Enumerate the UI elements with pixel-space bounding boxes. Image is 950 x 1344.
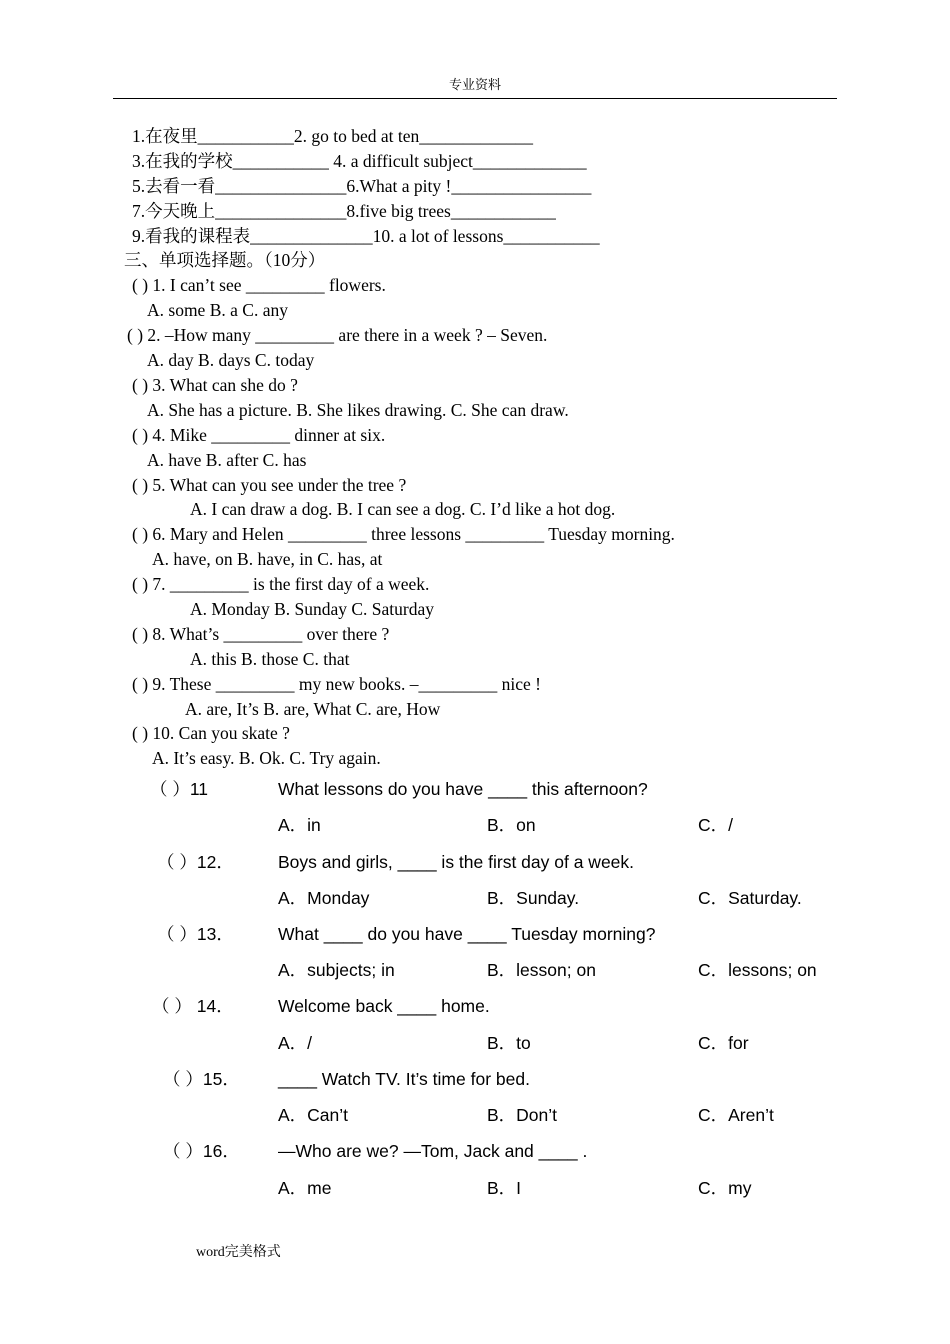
question-13-stem: What ____ do you have ____ Tuesday morning? — [278, 924, 656, 944]
phrase-line-4: 7.今天晚上_______________8.five big trees____________ — [132, 201, 556, 221]
question-11-option-b: B．on — [487, 815, 536, 835]
question-12-option-a: A．Monday — [278, 888, 370, 908]
question-10: ( ) 10. Can you skate ? — [132, 723, 290, 743]
question-13-option-b: B．lesson; on — [487, 960, 596, 980]
header-divider — [113, 98, 837, 99]
question-15-option-c: C．Aren’t — [698, 1105, 774, 1125]
question-14-option-b: B．to — [487, 1033, 531, 1053]
question-16-stem: —Who are we? —Tom, Jack and ____ . — [278, 1141, 588, 1161]
question-7-options: A. Monday B. Sunday C. Saturday — [190, 599, 435, 619]
question-8-options: A. this B. those C. that — [190, 649, 350, 669]
question-16-option-c: C．my — [698, 1178, 752, 1198]
question-5-options: A. I can draw a dog. B. I can see a dog. C. I’d like a hot dog. — [190, 499, 616, 519]
question-15-number: （ ）15． — [163, 1069, 240, 1089]
question-13-option-c: C．lessons; on — [698, 960, 817, 980]
question-15-option-a: A．Can’t — [278, 1105, 349, 1125]
question-1-options: A. some B. a C. any — [147, 300, 288, 320]
question-14-option-a: A．/ — [278, 1033, 313, 1053]
question-12-option-c: C．Saturday. — [698, 888, 802, 908]
question-14-number: （ ） 14． — [152, 996, 234, 1016]
page-header: 专业资料 — [448, 78, 501, 93]
question-11-number: （ ）11 — [150, 779, 209, 799]
question-6: ( ) 6. Mary and Helen _________ three lessons _________ Tuesday morning. — [132, 524, 675, 544]
question-12-number: （ ）12． — [157, 852, 234, 872]
question-5: ( ) 5. What can you see under the tree ? — [132, 475, 407, 495]
question-12-option-b: B．Sunday. — [487, 888, 580, 908]
question-7: ( ) 7. _________ is the first day of a week. — [132, 574, 430, 594]
section-heading: 三、单项选择题。（10分） — [124, 250, 326, 270]
question-1: ( ) 1. I can’t see _________ flowers. — [132, 275, 386, 295]
question-11-option-c: C．/ — [698, 815, 733, 835]
question-8: ( ) 8. What’s _________ over there ? — [132, 624, 390, 644]
question-14-option-c: C．for — [698, 1033, 749, 1053]
question-16-option-b: B．I — [487, 1178, 522, 1198]
question-16-option-a: A．me — [278, 1178, 332, 1198]
question-10-options: A. It’s easy. B. Ok. C. Try again. — [152, 748, 381, 768]
question-4: ( ) 4. Mike _________ dinner at six. — [132, 425, 386, 445]
question-3-options: A. She has a picture. B. She likes drawing. C. She can draw. — [147, 400, 569, 420]
question-13-option-a: A．subjects; in — [278, 960, 395, 980]
phrase-line-5: 9.看我的课程表______________10. a lot of lessons___________ — [132, 226, 600, 246]
question-14-stem: Welcome back ____ home. — [278, 996, 490, 1016]
question-2-options: A. day B. days C. today — [147, 350, 315, 370]
question-2: ( ) 2. –How many _________ are there in a week ? – Seven. — [127, 325, 548, 345]
question-4-options: A. have B. after C. has — [147, 450, 307, 470]
question-15-stem: ____ Watch TV. It’s time for bed. — [278, 1069, 530, 1089]
question-16-number: （ ）16． — [163, 1141, 240, 1161]
page-footer: word完美格式 — [196, 1245, 281, 1260]
question-6-options: A. have, on B. have, in C. has, at — [152, 549, 383, 569]
question-11-stem: What lessons do you have ____ this afternoon? — [278, 779, 648, 799]
phrase-line-2: 3.在我的学校___________ 4. a difficult subject_____________ — [132, 151, 587, 171]
question-9: ( ) 9. These _________ my new books. –_________ nice ! — [132, 674, 541, 694]
phrase-line-3: 5.去看一看_______________6.What a pity !________________ — [132, 176, 592, 196]
question-9-options: A. are, It’s B. are, What C. are, How — [185, 699, 441, 719]
question-12-stem: Boys and girls, ____ is the first day of a week. — [278, 852, 635, 872]
question-13-number: （ ）13． — [157, 924, 234, 944]
question-15-option-b: B．Don’t — [487, 1105, 558, 1125]
phrase-line-1: 1.在夜里___________2. go to bed at ten_____________ — [132, 126, 534, 146]
question-3: ( ) 3. What can she do ? — [132, 375, 298, 395]
question-11-option-a: A．in — [278, 815, 321, 835]
